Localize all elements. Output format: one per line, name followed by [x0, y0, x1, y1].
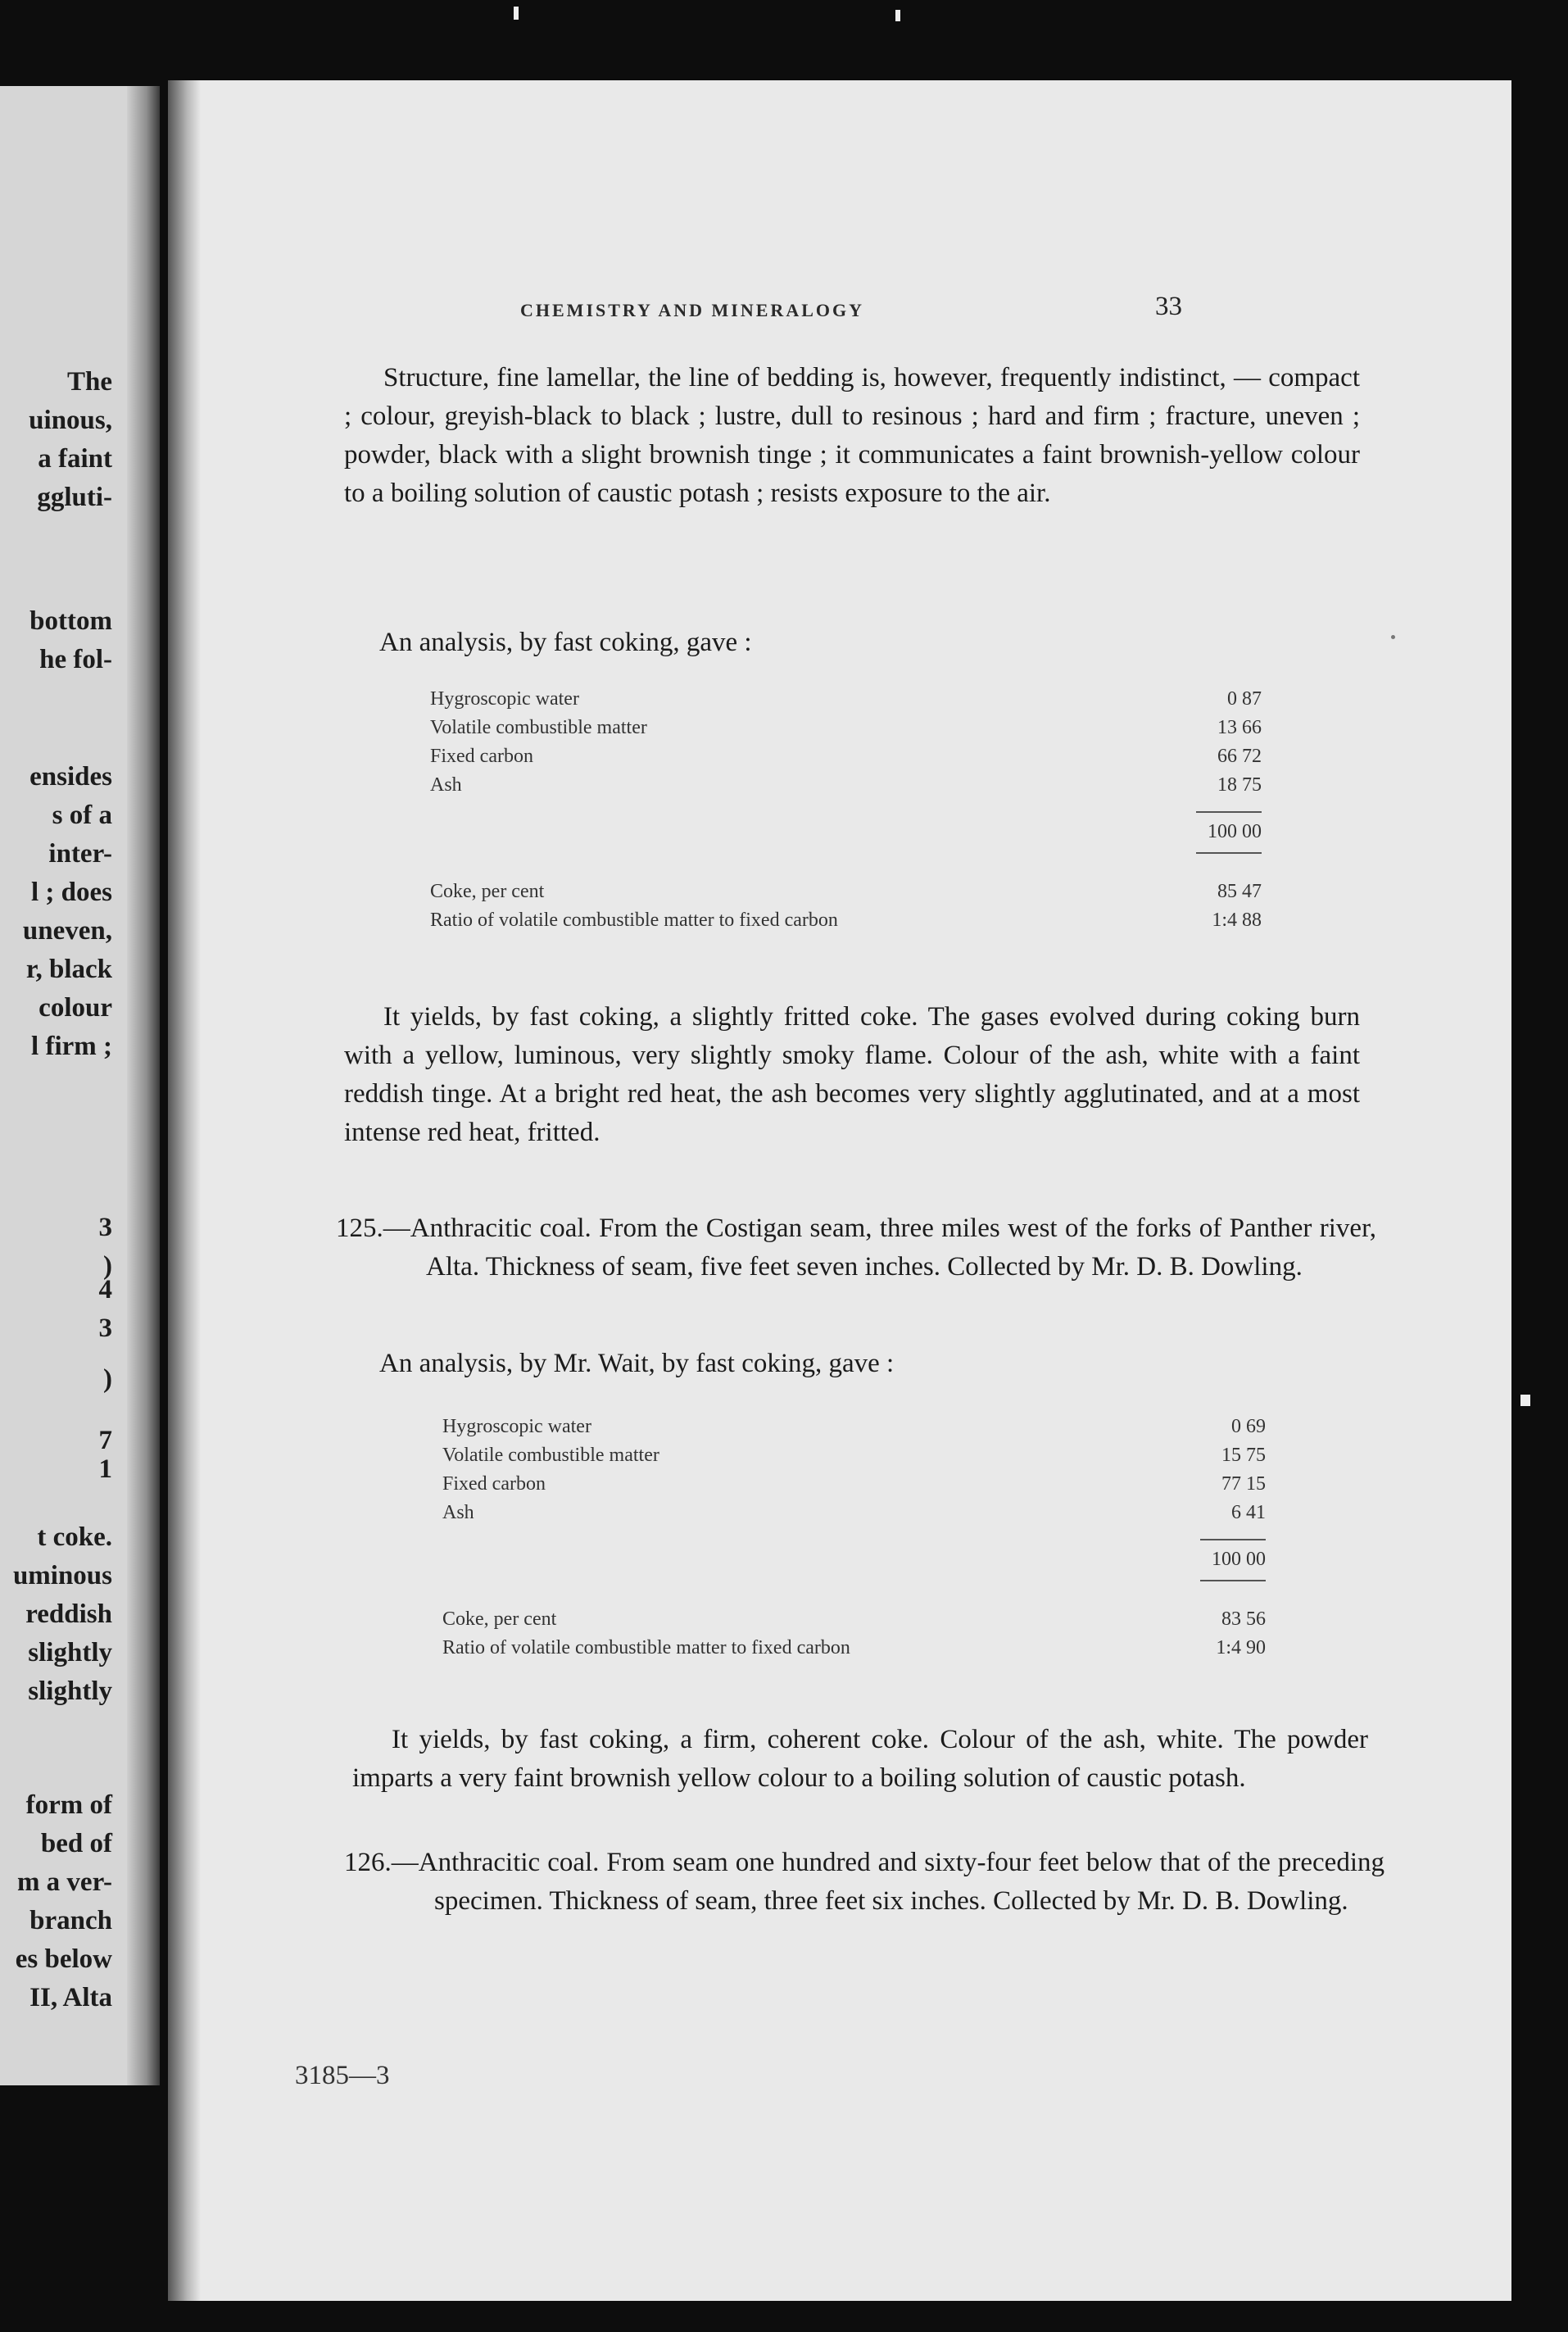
- ratio-row: [442, 1637, 1266, 1666]
- analysis-intro-1: An analysis, by fast coking, gave :: [379, 628, 752, 657]
- coke-value: 83 56: [1221, 1608, 1266, 1630]
- row-value: 13 66: [1217, 717, 1262, 738]
- facing-page-line: 1: [98, 1454, 112, 1484]
- row-label: Volatile combustible matter: [430, 717, 647, 738]
- facing-page-line: 4: [98, 1275, 112, 1304]
- row-value: 6 41: [1231, 1502, 1266, 1523]
- facing-page-line: slightly: [28, 1638, 112, 1667]
- facing-page-line: t coke.: [37, 1522, 112, 1552]
- facing-page-line: slightly: [28, 1676, 112, 1706]
- table-row: [430, 717, 1262, 746]
- facing-page-line: r, black: [25, 955, 112, 984]
- total-value: 100 00: [1212, 1549, 1266, 1570]
- scan-artifact: [1391, 635, 1395, 639]
- facing-page-line: form of: [25, 1790, 112, 1820]
- scan-artifact: [514, 7, 519, 20]
- facing-page-line: he fol-: [39, 645, 112, 674]
- paragraph-coking-result-2: It yields, by fast coking, a firm, coherent coke. Colour of the ash, white. The powder imparts a very faint brownish yellow colour to a boiling solution of caustic potash.: [352, 1725, 1368, 1793]
- coke-row: [442, 1608, 1266, 1637]
- signature-mark: 3185—3: [295, 2061, 390, 2090]
- table-row: [442, 1445, 1266, 1473]
- row-label: Volatile combustible matter: [442, 1445, 659, 1466]
- row-value: 15 75: [1221, 1445, 1266, 1466]
- facing-page-line: II, Alta: [29, 1983, 112, 2012]
- facing-page-line: s of a: [52, 801, 112, 830]
- facing-page-line: 3: [98, 1213, 112, 1242]
- facing-page-line: uinous,: [29, 406, 112, 435]
- analysis-intro-2: An analysis, by Mr. Wait, by fast coking, gave :: [379, 1349, 895, 1378]
- facing-page-line: bed of: [40, 1829, 112, 1858]
- row-label: Hygroscopic water: [430, 688, 579, 710]
- specimen-126: 126.—Anthracitic coal. From seam one hundred and sixty-four feet below that of the preceding specimen. Thickness of seam, three feet six inches. Collected by Mr. D. B. Dowling.: [344, 1848, 1384, 1916]
- facing-page-line: reddish: [25, 1599, 112, 1629]
- table-row: [430, 774, 1262, 803]
- facing-page-line: m a ver-: [16, 1867, 112, 1897]
- total-row: [442, 1549, 1266, 1577]
- facing-page-line: 7: [98, 1426, 112, 1455]
- facing-page-line: 3: [98, 1313, 112, 1343]
- row-value: 0 69: [1231, 1416, 1266, 1437]
- sum-rule: [1196, 852, 1262, 854]
- ratio-value: 1:4 90: [1216, 1637, 1266, 1658]
- ratio-label: Ratio of volatile combustible matter to fixed carbon: [442, 1637, 850, 1658]
- scan-artifact: [895, 10, 900, 21]
- row-label: Ash: [442, 1502, 474, 1523]
- total-value: 100 00: [1208, 821, 1262, 842]
- facing-page-line: es below: [15, 1944, 112, 1974]
- page-number: 33: [1155, 292, 1182, 321]
- coke-label: Coke, per cent: [430, 881, 545, 902]
- running-head: CHEMISTRY AND MINERALOGY: [520, 300, 864, 320]
- row-label: Fixed carbon: [442, 1473, 546, 1495]
- row-label: Fixed carbon: [430, 746, 533, 767]
- facing-page-line: ensides: [29, 762, 112, 792]
- ratio-label: Ratio of volatile combustible matter to fixed carbon: [430, 910, 838, 931]
- facing-page-line: uminous: [12, 1561, 112, 1590]
- paragraph-structure: Structure, fine lamellar, the line of bedding is, however, frequently indistinct, — compact ; colour, greyish-black to black ; lustre, dull to resinous ; hard and firm ; fracture, uneven ; powder, black with a slight brownish tinge ; it communicates a faint brownish-yellow colour to a boiling solution of caustic potash ; resists exposure to the air.: [344, 363, 1360, 508]
- sum-rule: [1200, 1580, 1266, 1581]
- table-row: [442, 1473, 1266, 1502]
- book-page: [168, 80, 1511, 2301]
- facing-page-line: uneven,: [22, 916, 112, 946]
- ratio-value: 1:4 88: [1212, 910, 1262, 931]
- page-spine-shadow: [127, 86, 160, 2085]
- coke-label: Coke, per cent: [442, 1608, 557, 1630]
- coke-value: 85 47: [1217, 881, 1262, 902]
- scan-artifact: [1520, 1395, 1530, 1406]
- facing-page-line: ): [103, 1364, 112, 1394]
- facing-page-line: colour: [39, 993, 112, 1023]
- table-row: [442, 1502, 1266, 1531]
- page-gutter-shadow: [168, 80, 201, 2301]
- sum-rule: [1200, 1539, 1266, 1540]
- facing-page: [0, 86, 160, 2085]
- specimen-125: 125.—Anthracitic coal. From the Costigan seam, three miles west of the forks of Panther river, Alta. Thickness of seam, five feet seven inches. Collected by Mr. D. B. Dowling.: [336, 1214, 1376, 1282]
- coke-row: [430, 881, 1262, 910]
- ratio-row: [430, 910, 1262, 938]
- facing-page-line: inter-: [48, 839, 112, 869]
- analysis-table-1: [430, 688, 1262, 938]
- row-value: 18 75: [1217, 774, 1262, 796]
- analysis-table-2: [442, 1416, 1266, 1666]
- facing-page-line: l firm ;: [31, 1032, 112, 1061]
- facing-page-line: a faint: [38, 444, 112, 474]
- total-row: [430, 821, 1262, 850]
- paragraph-coking-result-1: It yields, by fast coking, a slightly fritted coke. The gases evolved during coking burn with a yellow, luminous, very slightly smoky flame. Colour of the ash, white with a faint reddish tinge. At a bright red heat, the ash becomes very slightly agglutinated, and at a most intense red heat, fritted.: [344, 1002, 1360, 1147]
- facing-page-line: bottom: [29, 606, 112, 636]
- table-row: [430, 688, 1262, 717]
- row-value: 77 15: [1221, 1473, 1266, 1495]
- facing-page-line: ): [103, 1251, 112, 1281]
- table-row: [430, 746, 1262, 774]
- facing-page-line: The: [66, 367, 112, 397]
- row-value: 66 72: [1217, 746, 1262, 767]
- sum-rule: [1196, 811, 1262, 813]
- facing-page-line: ggluti-: [37, 483, 112, 512]
- table-row: [442, 1416, 1266, 1445]
- row-label: Hygroscopic water: [442, 1416, 591, 1437]
- facing-page-line: l ; does: [31, 878, 112, 907]
- row-label: Ash: [430, 774, 462, 796]
- facing-page-line: branch: [29, 1906, 112, 1935]
- row-value: 0 87: [1227, 688, 1262, 710]
